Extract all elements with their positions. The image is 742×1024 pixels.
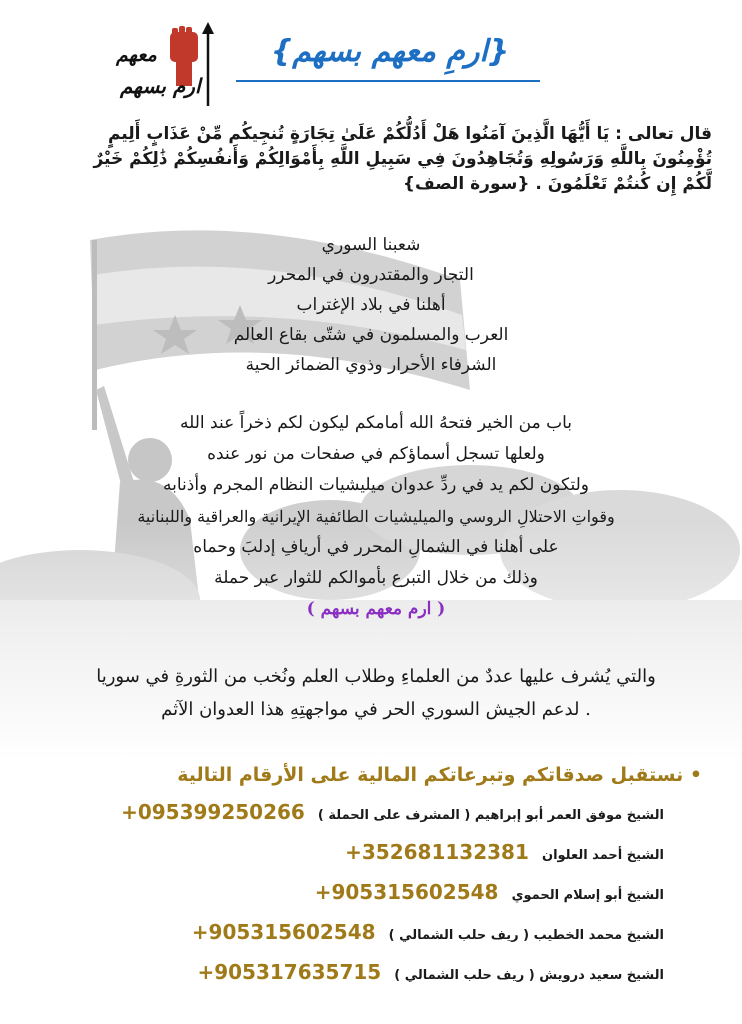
body-line: على أهلنا في الشمالِ المحرر في أريافِ إدلبَ وحماه [193,537,559,557]
audience-address [60,230,682,380]
body-line: وذلك من خلال التبرع بأموالكم للثوار عبر حملة [214,568,538,588]
address-line: التجار والمقتدرون في المحرر [268,265,474,285]
support-line: . لدعم الجيش السوري الحر في مواجهتِهِ هذا العدوان الآثم [161,699,591,720]
contact-item [24,880,664,920]
contact-name: الشيخ محمد الخطيب ( ريف حلب الشمالي ) [388,928,664,943]
contact-phone-number: +905315602548 [314,880,499,904]
contact-item [24,960,664,1000]
address-line: العرب والمسلمون في شتّى بقاع العالم [233,325,509,345]
address-line: شعبنا السوري [321,235,421,255]
campaign-label: ( ارم معهم بسهم ) [306,599,446,619]
body-line: ولعلها تسجل أسماؤكم في صفحات من نور عنده [207,444,545,464]
body-line: باب من الخير فتحهُ الله أمامكم ليكون لكم ذخراً عند الله [179,413,573,433]
quran-verse: قال تعالى : يَا أَيُّهَا الَّذِينَ آمَنُوا هَلْ أَدُلُّكُمْ عَلَىٰ تِجَارَةٍ تُنجِيكُم مِّنْ عَذَابٍ أَلِيمٍ تُؤْمِنُونَ بِاللَّهِ وَرَسُولِهِ وَتُجَاهِدُونَ فِي سَبِيلِ اللَّهِ بِأَمْوَالِكُمْ وَأَنفُسِكُمْ ذَٰلِكُمْ خَيْرٌ لَّكُمْ إِن كُنتُمْ تَعْلَمُونَ . {سورة الصف} [93,124,712,194]
appeal-body [50,408,702,625]
contact-phone-number: +905317635715 [197,960,382,984]
contact-item [24,920,664,960]
address-line: الشرفاء الأحرار وذوي الضمائر الحية [245,355,497,375]
contact-name: الشيخ موفق العمر أبو إبراهيم ( المشرف على الحملة ) [317,808,664,823]
contact-phone-number: +095399250266 [121,800,305,824]
support-line: والتي يُشرف عليها عددٌ من العلماءِ وطلاب العلم ونُخب من الثورةِ في سوريا [96,666,656,687]
support-statement [40,660,712,726]
body-line: وقواتِ الاحتلالِ الروسي والميليشيات الطائفية الإيرانية والعراقية واللبنانية [137,507,615,526]
contact-name: الشيخ سعيد درويش ( ريف حلب الشمالي ) [394,968,664,983]
contact-phone-number: +352681132381 [345,840,529,864]
logo-line-1: معهم [116,44,157,66]
contact-item [24,840,664,880]
donation-numbers-heading: • نستقبل صدقاتكم وتبرعاتكم المالية على الأرقام التالية [177,764,702,786]
contact-phone-number: +905315602548 [191,920,376,944]
headline-underline [236,80,540,82]
raised-fist-arrow-icon [112,22,222,112]
address-line: أهلنا في بلاد الإغتراب [296,295,446,315]
contact-name: الشيخ أبو إسلام الحموي [511,888,664,903]
contact-item [24,800,664,840]
contact-list [24,800,664,1000]
contact-name: الشيخ أحمد العلوان [541,848,664,863]
logo-line-2: ارم بسهم [120,74,201,98]
body-line: ولتكون لكم يد في ردِّ عدوان ميليشيات النظام المجرم وأذنابه [163,475,589,495]
campaign-headline: {ارمِ معهم بسهم} [270,34,510,69]
